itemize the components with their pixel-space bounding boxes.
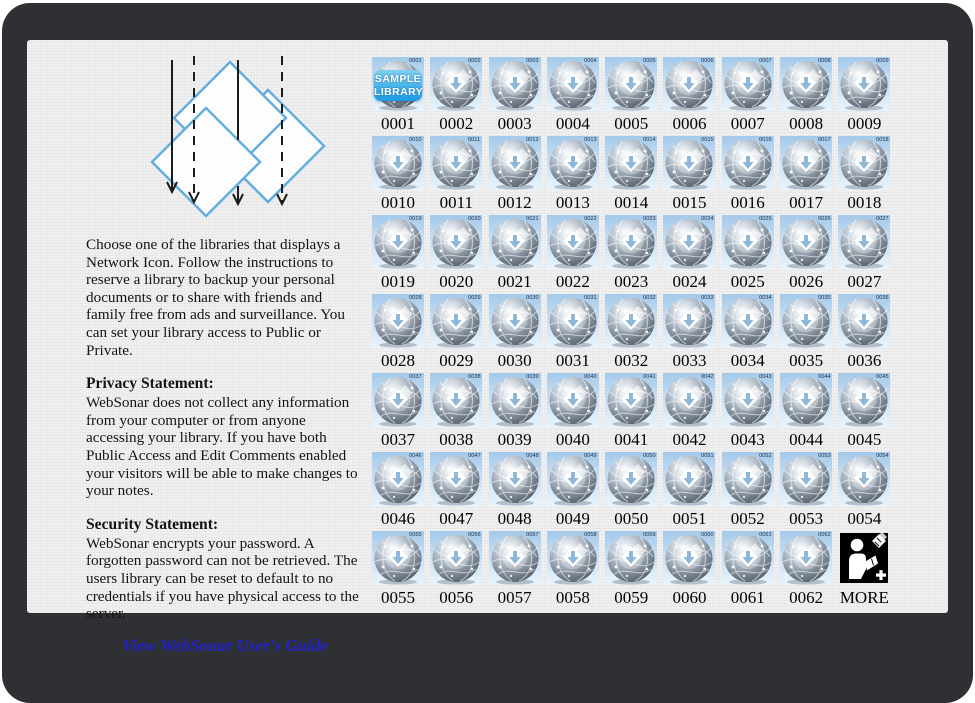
library-label: 0044 xyxy=(789,430,824,449)
tile-corner-id: 0042 xyxy=(701,374,714,380)
tile-corner-id: 0037 xyxy=(409,374,422,380)
library-tile[interactable] xyxy=(489,531,541,610)
more-label: MORE xyxy=(839,588,889,607)
library-label: 0036 xyxy=(847,351,882,370)
network-globe-icon xyxy=(605,531,657,585)
network-globe-icon xyxy=(722,294,774,348)
network-globe-icon xyxy=(489,294,541,348)
library-tile[interactable] xyxy=(780,531,832,610)
tile-corner-id: 0007 xyxy=(759,58,772,64)
library-tile[interactable] xyxy=(430,452,482,531)
add-library-icon xyxy=(838,531,890,585)
tile-corner-id: 0049 xyxy=(584,453,597,459)
tile-corner-id: 0006 xyxy=(701,58,714,64)
tile-corner-id: 0026 xyxy=(817,216,831,222)
network-globe-icon xyxy=(780,57,832,111)
library-label: 0049 xyxy=(555,509,590,528)
library-label: 0019 xyxy=(381,272,415,291)
library-tile[interactable] xyxy=(372,531,424,610)
tile-corner-id: 0023 xyxy=(642,216,656,222)
library-tile[interactable] xyxy=(663,452,715,531)
library-grid xyxy=(372,57,890,610)
library-label: 0013 xyxy=(555,193,590,212)
network-globe-icon xyxy=(838,57,890,111)
library-tile[interactable] xyxy=(605,373,657,452)
info-panel xyxy=(86,40,364,656)
network-globe-icon xyxy=(722,215,774,269)
library-tile[interactable] xyxy=(372,215,424,294)
tile-corner-id: 0028 xyxy=(409,295,422,301)
tile-corner-id: 0001 xyxy=(409,58,422,64)
library-label: 0008 xyxy=(789,114,824,133)
library-label: 0004 xyxy=(555,114,590,133)
network-globe-icon xyxy=(838,452,890,506)
tile-corner-id: 0029 xyxy=(467,295,481,301)
library-tile[interactable] xyxy=(372,452,424,531)
library-label: 0041 xyxy=(614,430,649,449)
tile-corner-id: 0002 xyxy=(467,58,481,64)
tile-corner-id: 0015 xyxy=(701,137,714,143)
library-tile[interactable] xyxy=(372,373,424,452)
tile-corner-id: 0041 xyxy=(642,374,656,380)
network-globe-icon xyxy=(780,215,832,269)
network-globe-icon xyxy=(372,373,424,427)
tile-corner-id: 0040 xyxy=(584,374,597,380)
library-label: 0046 xyxy=(381,509,415,528)
network-globe-icon xyxy=(372,531,424,585)
tile-corner-id: 0030 xyxy=(526,295,539,301)
library-tile[interactable] xyxy=(547,136,599,215)
network-globe-icon xyxy=(838,136,890,190)
network-globe-icon xyxy=(547,136,599,190)
library-label: 0014 xyxy=(614,193,649,212)
library-label: 0017 xyxy=(789,193,824,212)
library-label: 0020 xyxy=(439,272,474,291)
library-label: 0005 xyxy=(614,114,649,133)
library-tile[interactable] xyxy=(547,57,599,136)
library-tile[interactable] xyxy=(547,531,599,610)
library-label: 0052 xyxy=(730,509,765,528)
security-heading: Security Statement: xyxy=(86,515,219,533)
network-globe-icon xyxy=(489,136,541,190)
library-tile[interactable] xyxy=(838,294,890,373)
tile-corner-id: 0016 xyxy=(759,137,772,143)
library-tile[interactable] xyxy=(430,294,482,373)
tile-corner-id: 0045 xyxy=(875,374,889,380)
library-tile[interactable] xyxy=(663,294,715,373)
more-libraries-tile[interactable] xyxy=(838,531,890,610)
library-tile[interactable] xyxy=(722,531,774,610)
network-globe-icon xyxy=(838,215,890,269)
tile-corner-id: 0010 xyxy=(409,137,422,143)
tile-corner-id: 0004 xyxy=(584,58,597,64)
tile-corner-id: 0058 xyxy=(584,532,597,538)
tile-corner-id: 0057 xyxy=(526,532,539,538)
network-globe-icon xyxy=(430,373,482,427)
tile-corner-id: 0034 xyxy=(759,295,772,301)
network-globe-icon xyxy=(780,136,832,190)
network-globe-icon xyxy=(372,294,424,348)
library-tile[interactable] xyxy=(430,136,482,215)
library-tile[interactable] xyxy=(663,136,715,215)
network-globe-icon xyxy=(489,215,541,269)
tile-corner-id: 0055 xyxy=(409,532,422,538)
library-label: 0057 xyxy=(497,588,532,607)
library-tile[interactable] xyxy=(605,136,657,215)
library-label: 0037 xyxy=(381,430,415,449)
library-label: 0016 xyxy=(730,193,765,212)
network-globe-icon xyxy=(605,136,657,190)
tile-corner-id: 0003 xyxy=(526,58,539,64)
library-label: 0003 xyxy=(497,114,532,133)
library-tile[interactable] xyxy=(722,215,774,294)
tile-corner-id: 0035 xyxy=(817,295,831,301)
library-tile[interactable] xyxy=(780,373,832,452)
library-label: 0029 xyxy=(439,351,474,370)
library-tile[interactable] xyxy=(430,531,482,610)
tile-corner-id: 0025 xyxy=(759,216,772,222)
library-label: 0022 xyxy=(555,272,590,291)
network-globe-icon xyxy=(605,452,657,506)
library-label: 0027 xyxy=(847,272,882,291)
tile-corner-id: 0056 xyxy=(467,532,481,538)
library-label: 0018 xyxy=(847,193,882,212)
intro-text: Choose one of the libraries that displays a Network Icon. Follow the instructions to reserve a library to backup your personal documents or to share with friends and family free from ads and surveillance. You can set your library access to Public or Private. xyxy=(86,236,345,359)
tile-corner-id: 0024 xyxy=(701,216,714,222)
network-globe-icon xyxy=(430,452,482,506)
network-globe-icon xyxy=(663,373,715,427)
security-text: WebSonar encrypts your password. A forgotten password can not be retrieved. The users library can be reset to default to no credentials if you have physical access to the server. xyxy=(86,534,359,623)
library-tile[interactable] xyxy=(780,136,832,215)
network-globe-icon xyxy=(489,531,541,585)
library-label: 0024 xyxy=(672,272,707,291)
library-label: 0006 xyxy=(672,114,707,133)
sample-library-badge: SAMPLE LIBRARY xyxy=(374,70,422,101)
library-tile[interactable] xyxy=(547,215,599,294)
library-label: 0002 xyxy=(439,114,474,133)
library-label: 0048 xyxy=(497,509,532,528)
library-label: 0040 xyxy=(555,430,590,449)
library-tile[interactable] xyxy=(722,452,774,531)
library-label: 0009 xyxy=(847,114,882,133)
library-tile[interactable] xyxy=(663,57,715,136)
library-tile[interactable] xyxy=(722,136,774,215)
network-globe-icon xyxy=(430,57,482,111)
library-tile[interactable] xyxy=(547,452,599,531)
library-tile[interactable] xyxy=(780,452,832,531)
tile-corner-id: 0059 xyxy=(642,532,656,538)
library-label: 0061 xyxy=(730,588,765,607)
network-globe-icon xyxy=(430,136,482,190)
network-globe-icon xyxy=(722,452,774,506)
library-label: 0039 xyxy=(497,430,532,449)
network-globe-icon xyxy=(838,294,890,348)
network-globe-icon xyxy=(722,136,774,190)
network-globe-icon xyxy=(722,373,774,427)
library-tile[interactable] xyxy=(605,531,657,610)
library-tile[interactable] xyxy=(663,531,715,610)
network-globe-icon xyxy=(722,531,774,585)
library-tile[interactable] xyxy=(605,452,657,531)
library-label: 0056 xyxy=(439,588,474,607)
library-label: 0059 xyxy=(614,588,649,607)
library-tile[interactable] xyxy=(780,215,832,294)
library-label: 0033 xyxy=(672,351,707,370)
users-guide-link[interactable]: View WebSonar User's Guide xyxy=(122,635,328,655)
library-label: 0032 xyxy=(614,351,649,370)
tile-corner-id: 0005 xyxy=(642,58,656,64)
network-globe-icon xyxy=(547,215,599,269)
library-tile[interactable] xyxy=(489,294,541,373)
network-globe-icon xyxy=(663,57,715,111)
tile-corner-id: 0053 xyxy=(817,453,831,459)
library-label: 0050 xyxy=(614,509,649,528)
network-globe-icon xyxy=(372,452,424,506)
library-tile[interactable] xyxy=(489,215,541,294)
content-area xyxy=(27,40,948,655)
tile-corner-id: 0061 xyxy=(759,532,772,538)
tile-corner-id: 0043 xyxy=(759,374,772,380)
library-label: 0042 xyxy=(672,430,707,449)
tile-corner-id: 0018 xyxy=(875,137,889,143)
library-tile[interactable] xyxy=(722,57,774,136)
library-tile[interactable] xyxy=(605,215,657,294)
library-label: 0062 xyxy=(789,588,824,607)
library-label: 0055 xyxy=(381,588,415,607)
library-tile[interactable] xyxy=(838,215,890,294)
library-label: 0038 xyxy=(439,430,474,449)
network-globe-icon xyxy=(547,294,599,348)
tile-corner-id: 0050 xyxy=(642,453,656,459)
tile-corner-id: 0039 xyxy=(526,374,539,380)
tile-corner-id: 0062 xyxy=(817,532,831,538)
library-tile[interactable] xyxy=(780,57,832,136)
library-label: 0060 xyxy=(672,588,707,607)
tile-corner-id: 0014 xyxy=(642,137,656,143)
library-tile[interactable] xyxy=(722,373,774,452)
library-tile[interactable] xyxy=(663,215,715,294)
library-tile[interactable] xyxy=(372,136,424,215)
tile-corner-id: 0033 xyxy=(701,295,714,301)
library-label: 0043 xyxy=(730,430,765,449)
library-tile[interactable] xyxy=(605,294,657,373)
network-globe-icon xyxy=(605,215,657,269)
network-globe-icon xyxy=(605,373,657,427)
library-tile[interactable] xyxy=(838,373,890,452)
privacy-text: WebSonar does not collect any information from your computer or from anyone accessing your library. If you have both Public Access and Edit Comments enabled your visitors will be able to make changes to your notes. xyxy=(86,394,358,500)
library-tile[interactable] xyxy=(838,136,890,215)
library-label: 0028 xyxy=(381,351,415,370)
library-tile[interactable] xyxy=(372,294,424,373)
network-globe-icon xyxy=(430,215,482,269)
network-globe-icon xyxy=(547,57,599,111)
tile-corner-id: 0019 xyxy=(409,216,422,222)
library-label: 0001 xyxy=(381,114,415,133)
library-tile[interactable] xyxy=(722,294,774,373)
library-tile[interactable] xyxy=(780,294,832,373)
network-globe-icon xyxy=(838,373,890,427)
library-tile[interactable] xyxy=(430,373,482,452)
tile-corner-id: 0038 xyxy=(467,374,481,380)
tile-corner-id: 0052 xyxy=(759,453,772,459)
library-label: 0030 xyxy=(497,351,532,370)
library-label: 0026 xyxy=(789,272,824,291)
network-globe-icon xyxy=(663,452,715,506)
library-label: 0011 xyxy=(439,193,473,212)
tile-corner-id: 0048 xyxy=(526,453,539,459)
network-globe-icon xyxy=(663,136,715,190)
library-label: 0010 xyxy=(381,193,415,212)
library-label: 0051 xyxy=(672,509,707,528)
tile-corner-id: 0031 xyxy=(584,295,597,301)
network-globe-icon xyxy=(780,452,832,506)
tile-corner-id: 0054 xyxy=(875,453,889,459)
library-tile[interactable] xyxy=(372,57,424,136)
tile-corner-id: 0020 xyxy=(467,216,481,222)
library-label: 0035 xyxy=(789,351,824,370)
tile-corner-id: 0032 xyxy=(642,295,656,301)
network-globe-icon xyxy=(780,294,832,348)
websonar-logo-icon xyxy=(138,54,328,222)
network-globe-icon xyxy=(430,294,482,348)
network-globe-icon xyxy=(663,531,715,585)
tile-corner-id: 0060 xyxy=(701,532,714,538)
tile-corner-id: 0044 xyxy=(817,374,831,380)
tile-corner-id: 0012 xyxy=(526,137,539,143)
library-label: 0031 xyxy=(555,351,590,370)
network-globe-icon xyxy=(430,531,482,585)
library-tile[interactable] xyxy=(489,373,541,452)
privacy-heading: Privacy Statement: xyxy=(86,375,214,393)
library-label: 0053 xyxy=(789,509,824,528)
tile-corner-id: 0046 xyxy=(409,453,422,459)
network-globe-icon xyxy=(372,136,424,190)
library-tile[interactable] xyxy=(838,57,890,136)
network-globe-icon xyxy=(489,57,541,111)
library-tile[interactable] xyxy=(547,373,599,452)
library-label: 0054 xyxy=(847,509,882,528)
tile-corner-id: 0011 xyxy=(468,137,481,143)
network-globe-icon xyxy=(722,57,774,111)
tile-corner-id: 0013 xyxy=(584,137,597,143)
network-globe-icon xyxy=(489,373,541,427)
library-label: 0034 xyxy=(730,351,765,370)
library-label: 0021 xyxy=(497,272,532,291)
library-label: 0047 xyxy=(439,509,474,528)
library-tile[interactable] xyxy=(547,294,599,373)
network-globe-icon xyxy=(547,373,599,427)
library-label: 0025 xyxy=(730,272,765,291)
tile-corner-id: 0027 xyxy=(875,216,889,222)
network-globe-icon xyxy=(663,215,715,269)
library-label: 0045 xyxy=(847,430,882,449)
tile-corner-id: 0009 xyxy=(875,58,889,64)
network-globe-icon xyxy=(605,57,657,111)
library-label: 0007 xyxy=(730,114,765,133)
library-tile[interactable] xyxy=(489,452,541,531)
library-tile[interactable] xyxy=(489,57,541,136)
library-label: 0058 xyxy=(555,588,590,607)
tile-corner-id: 0051 xyxy=(701,453,714,459)
library-label: 0012 xyxy=(497,193,532,212)
library-tile[interactable] xyxy=(430,57,482,136)
tile-corner-id: 0017 xyxy=(817,137,831,143)
network-globe-icon xyxy=(372,215,424,269)
tile-corner-id: 0008 xyxy=(817,58,831,64)
network-globe-icon xyxy=(605,294,657,348)
network-globe-icon xyxy=(780,373,832,427)
network-globe-icon xyxy=(547,452,599,506)
network-globe-icon xyxy=(663,294,715,348)
library-tile[interactable] xyxy=(838,452,890,531)
network-globe-icon xyxy=(547,531,599,585)
library-label: 0023 xyxy=(614,272,649,291)
tile-corner-id: 0036 xyxy=(875,295,889,301)
tile-corner-id: 0021 xyxy=(526,216,539,222)
network-globe-icon xyxy=(489,452,541,506)
tile-corner-id: 0047 xyxy=(467,453,481,459)
library-tile[interactable] xyxy=(663,373,715,452)
library-tile[interactable] xyxy=(605,57,657,136)
tile-corner-id: 0022 xyxy=(584,216,597,222)
library-label: 0015 xyxy=(672,193,707,212)
library-tile[interactable] xyxy=(489,136,541,215)
library-tile[interactable] xyxy=(430,215,482,294)
network-globe-icon xyxy=(780,531,832,585)
